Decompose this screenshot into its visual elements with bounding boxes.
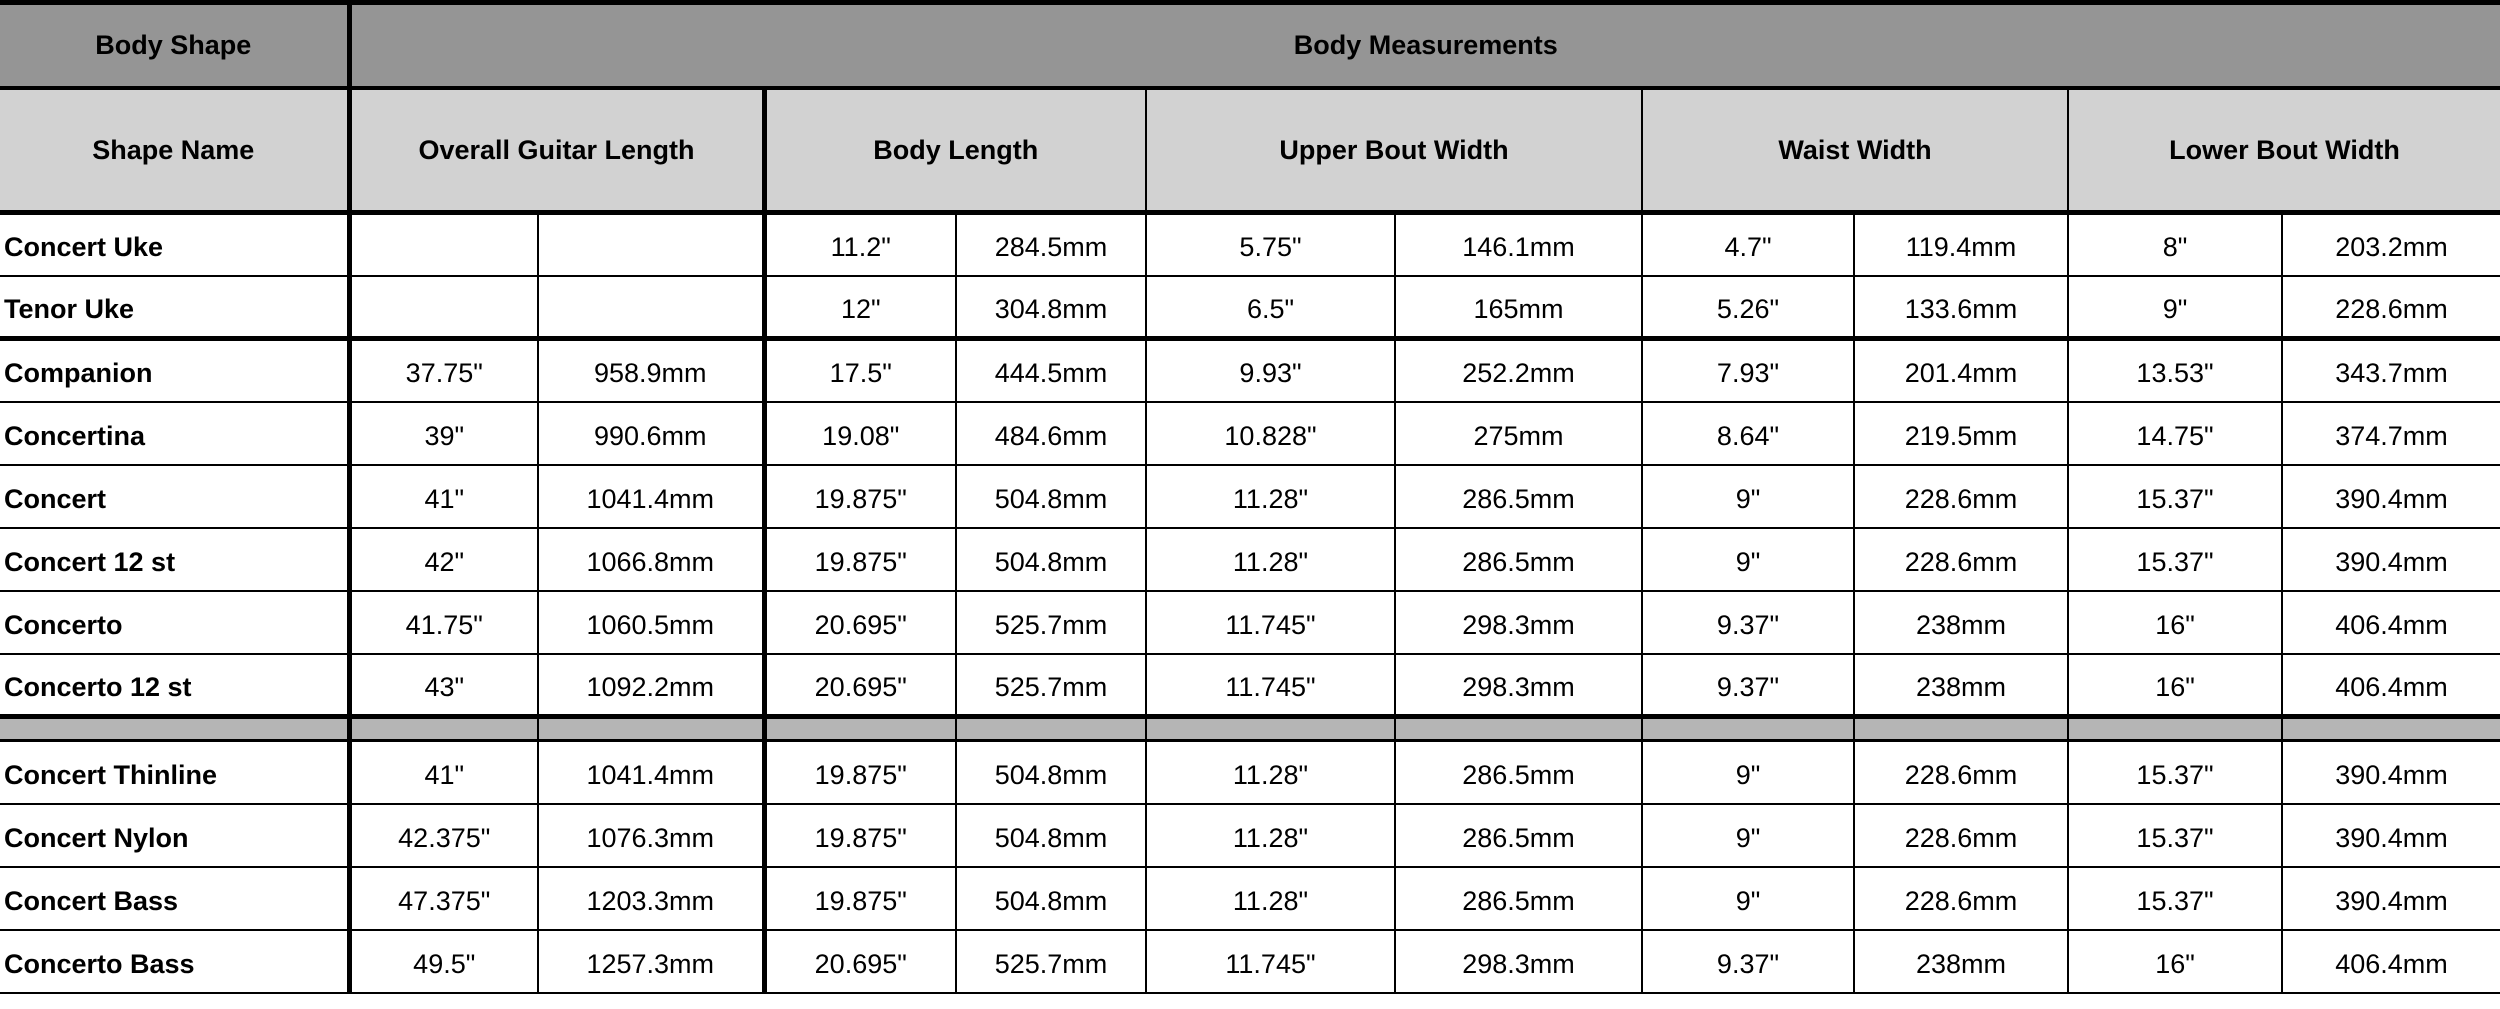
upper-bout-header: Upper Bout Width: [1146, 88, 1642, 213]
separator-cell: [1395, 717, 1642, 741]
waist-in-cell: 9": [1642, 867, 1854, 930]
waist-in-cell: 8.64": [1642, 402, 1854, 465]
body-length-in-cell: 20.695": [764, 591, 956, 654]
body-length-header: Body Length: [764, 88, 1146, 213]
waist-mm-cell: 238mm: [1854, 654, 2068, 717]
overall-length-in-cell: 41": [349, 741, 538, 804]
body-length-mm-cell: 484.6mm: [956, 402, 1146, 465]
overall-length-in-cell: 47.375": [349, 867, 538, 930]
overall-length-mm-cell: 1076.3mm: [538, 804, 764, 867]
overall-length-mm-cell: 1203.3mm: [538, 867, 764, 930]
separator-cell: [764, 717, 956, 741]
waist-mm-cell: 238mm: [1854, 930, 2068, 993]
lower-bout-mm-cell: 390.4mm: [2282, 741, 2500, 804]
upper-bout-in-cell: 10.828": [1146, 402, 1395, 465]
overall-length-in-cell: [349, 213, 538, 276]
shape-name-cell: Concert Thinline: [0, 741, 349, 804]
lower-bout-in-cell: 15.37": [2068, 867, 2282, 930]
waist-in-cell: 9": [1642, 465, 1854, 528]
upper-bout-mm-cell: 298.3mm: [1395, 654, 1642, 717]
lower-bout-mm-cell: 406.4mm: [2282, 654, 2500, 717]
shape-name-cell: Concert Bass: [0, 867, 349, 930]
body-length-mm-cell: 525.7mm: [956, 930, 1146, 993]
body-length-in-cell: 11.2": [764, 213, 956, 276]
waist-in-cell: 9.37": [1642, 930, 1854, 993]
overall-length-in-cell: 37.75": [349, 339, 538, 402]
lower-bout-in-cell: 16": [2068, 591, 2282, 654]
table-row: [0, 402, 2500, 465]
overall-length-header: Overall Guitar Length: [349, 88, 764, 213]
body-length-in-cell: 19.875": [764, 741, 956, 804]
upper-bout-in-cell: 11.28": [1146, 465, 1395, 528]
upper-bout-mm-cell: 286.5mm: [1395, 804, 1642, 867]
waist-in-cell: 9.37": [1642, 654, 1854, 717]
lower-bout-in-cell: 14.75": [2068, 402, 2282, 465]
overall-length-in-cell: 49.5": [349, 930, 538, 993]
upper-bout-in-cell: 5.75": [1146, 213, 1395, 276]
body-length-in-cell: 19.875": [764, 804, 956, 867]
separator-cell: [2068, 717, 2282, 741]
lower-bout-in-cell: 15.37": [2068, 804, 2282, 867]
shape-name-cell: Concert 12 st: [0, 528, 349, 591]
table-row: [0, 528, 2500, 591]
overall-length-in-cell: 42.375": [349, 804, 538, 867]
body-length-in-cell: 19.08": [764, 402, 956, 465]
lower-bout-mm-cell: 228.6mm: [2282, 276, 2500, 339]
shape-name-cell: Tenor Uke: [0, 276, 349, 339]
upper-bout-mm-cell: 252.2mm: [1395, 339, 1642, 402]
overall-length-mm-cell: 958.9mm: [538, 339, 764, 402]
column-header-row: [0, 88, 2500, 213]
lower-bout-in-cell: 8": [2068, 213, 2282, 276]
lower-bout-in-cell: 15.37": [2068, 741, 2282, 804]
lower-bout-mm-cell: 406.4mm: [2282, 591, 2500, 654]
body-length-mm-cell: 525.7mm: [956, 591, 1146, 654]
overall-length-in-cell: 43": [349, 654, 538, 717]
waist-mm-cell: 228.6mm: [1854, 741, 2068, 804]
lower-bout-mm-cell: 343.7mm: [2282, 339, 2500, 402]
body-length-mm-cell: 444.5mm: [956, 339, 1146, 402]
body-length-in-cell: 19.875": [764, 465, 956, 528]
body-length-in-cell: 19.875": [764, 867, 956, 930]
separator-cell: [1642, 717, 1854, 741]
waist-in-cell: 9": [1642, 528, 1854, 591]
overall-length-in-cell: 41": [349, 465, 538, 528]
table-row: [0, 276, 2500, 339]
upper-bout-in-cell: 11.745": [1146, 930, 1395, 993]
lower-bout-mm-cell: 390.4mm: [2282, 528, 2500, 591]
lower-bout-mm-cell: 390.4mm: [2282, 867, 2500, 930]
overall-length-in-cell: [349, 276, 538, 339]
upper-bout-in-cell: 11.28": [1146, 804, 1395, 867]
upper-bout-in-cell: 11.28": [1146, 867, 1395, 930]
shape-name-cell: Concert Nylon: [0, 804, 349, 867]
overall-length-mm-cell: [538, 276, 764, 339]
group-header-row: [0, 3, 2500, 89]
table-row: [0, 741, 2500, 804]
body-length-in-cell: 20.695": [764, 654, 956, 717]
lower-bout-mm-cell: 374.7mm: [2282, 402, 2500, 465]
waist-mm-cell: 119.4mm: [1854, 213, 2068, 276]
waist-mm-cell: 228.6mm: [1854, 804, 2068, 867]
body-length-mm-cell: 504.8mm: [956, 528, 1146, 591]
table-row: [0, 591, 2500, 654]
lower-bout-mm-cell: 406.4mm: [2282, 930, 2500, 993]
upper-bout-mm-cell: 286.5mm: [1395, 465, 1642, 528]
overall-length-mm-cell: [538, 213, 764, 276]
lower-bout-in-cell: 9": [2068, 276, 2282, 339]
table-row: [0, 465, 2500, 528]
overall-length-mm-cell: 1257.3mm: [538, 930, 764, 993]
shape-name-cell: Concertina: [0, 402, 349, 465]
upper-bout-in-cell: 11.28": [1146, 741, 1395, 804]
shape-name-header: Shape Name: [0, 88, 349, 213]
separator-cell: [956, 717, 1146, 741]
table-row: [0, 930, 2500, 993]
separator-cell: [1854, 717, 2068, 741]
upper-bout-mm-cell: 286.5mm: [1395, 528, 1642, 591]
body-length-mm-cell: 304.8mm: [956, 276, 1146, 339]
body-length-mm-cell: 284.5mm: [956, 213, 1146, 276]
body-length-mm-cell: 504.8mm: [956, 465, 1146, 528]
overall-length-mm-cell: 1041.4mm: [538, 465, 764, 528]
lower-bout-mm-cell: 203.2mm: [2282, 213, 2500, 276]
upper-bout-in-cell: 6.5": [1146, 276, 1395, 339]
separator-cell: [349, 717, 538, 741]
overall-length-mm-cell: 1092.2mm: [538, 654, 764, 717]
table-row: [0, 804, 2500, 867]
shape-name-cell: Companion: [0, 339, 349, 402]
separator-cell: [1146, 717, 1395, 741]
separator-cell: [2282, 717, 2500, 741]
upper-bout-mm-cell: 275mm: [1395, 402, 1642, 465]
body-length-mm-cell: 504.8mm: [956, 804, 1146, 867]
body-measurements-header: Body Measurements: [349, 3, 2500, 89]
table-row: [0, 654, 2500, 717]
shape-name-cell: Concerto 12 st: [0, 654, 349, 717]
lower-bout-in-cell: 16": [2068, 930, 2282, 993]
lower-bout-mm-cell: 390.4mm: [2282, 465, 2500, 528]
shape-name-cell: Concert Uke: [0, 213, 349, 276]
separator-cell: [538, 717, 764, 741]
upper-bout-in-cell: 11.28": [1146, 528, 1395, 591]
overall-length-mm-cell: 1060.5mm: [538, 591, 764, 654]
upper-bout-mm-cell: 298.3mm: [1395, 930, 1642, 993]
body-length-in-cell: 20.695": [764, 930, 956, 993]
lower-bout-mm-cell: 390.4mm: [2282, 804, 2500, 867]
shape-name-cell: Concerto Bass: [0, 930, 349, 993]
overall-length-mm-cell: 1041.4mm: [538, 741, 764, 804]
upper-bout-mm-cell: 298.3mm: [1395, 591, 1642, 654]
waist-in-cell: 9": [1642, 741, 1854, 804]
table-row: [0, 867, 2500, 930]
shape-name-cell: Concert: [0, 465, 349, 528]
upper-bout-in-cell: 11.745": [1146, 591, 1395, 654]
body-length-mm-cell: 504.8mm: [956, 741, 1146, 804]
upper-bout-in-cell: 11.745": [1146, 654, 1395, 717]
table-row: [0, 213, 2500, 276]
lower-bout-in-cell: 16": [2068, 654, 2282, 717]
upper-bout-in-cell: 9.93": [1146, 339, 1395, 402]
waist-in-cell: 9.37": [1642, 591, 1854, 654]
overall-length-in-cell: 41.75": [349, 591, 538, 654]
upper-bout-mm-cell: 286.5mm: [1395, 741, 1642, 804]
shape-name-cell: Concerto: [0, 591, 349, 654]
upper-bout-mm-cell: 286.5mm: [1395, 867, 1642, 930]
body-shape-header: Body Shape: [0, 3, 349, 89]
body-length-in-cell: 17.5": [764, 339, 956, 402]
body-length-mm-cell: 525.7mm: [956, 654, 1146, 717]
table-row: [0, 339, 2500, 402]
waist-mm-cell: 133.6mm: [1854, 276, 2068, 339]
body-length-mm-cell: 504.8mm: [956, 867, 1146, 930]
lower-bout-in-cell: 15.37": [2068, 528, 2282, 591]
waist-mm-cell: 228.6mm: [1854, 528, 2068, 591]
separator-row: [0, 717, 2500, 741]
overall-length-mm-cell: 1066.8mm: [538, 528, 764, 591]
waist-mm-cell: 228.6mm: [1854, 867, 2068, 930]
waist-in-cell: 4.7": [1642, 213, 1854, 276]
waist-mm-cell: 238mm: [1854, 591, 2068, 654]
body-length-in-cell: 12": [764, 276, 956, 339]
lower-bout-in-cell: 15.37": [2068, 465, 2282, 528]
overall-length-in-cell: 42": [349, 528, 538, 591]
upper-bout-mm-cell: 165mm: [1395, 276, 1642, 339]
overall-length-in-cell: 39": [349, 402, 538, 465]
waist-mm-cell: 228.6mm: [1854, 465, 2068, 528]
overall-length-mm-cell: 990.6mm: [538, 402, 764, 465]
waist-in-cell: 9": [1642, 804, 1854, 867]
waist-mm-cell: 219.5mm: [1854, 402, 2068, 465]
separator-cell: [0, 717, 349, 741]
waist-in-cell: 5.26": [1642, 276, 1854, 339]
waist-mm-cell: 201.4mm: [1854, 339, 2068, 402]
waist-header: Waist Width: [1642, 88, 2068, 213]
lower-bout-in-cell: 13.53": [2068, 339, 2282, 402]
lower-bout-header: Lower Bout Width: [2068, 88, 2500, 213]
upper-bout-mm-cell: 146.1mm: [1395, 213, 1642, 276]
body-length-in-cell: 19.875": [764, 528, 956, 591]
waist-in-cell: 7.93": [1642, 339, 1854, 402]
